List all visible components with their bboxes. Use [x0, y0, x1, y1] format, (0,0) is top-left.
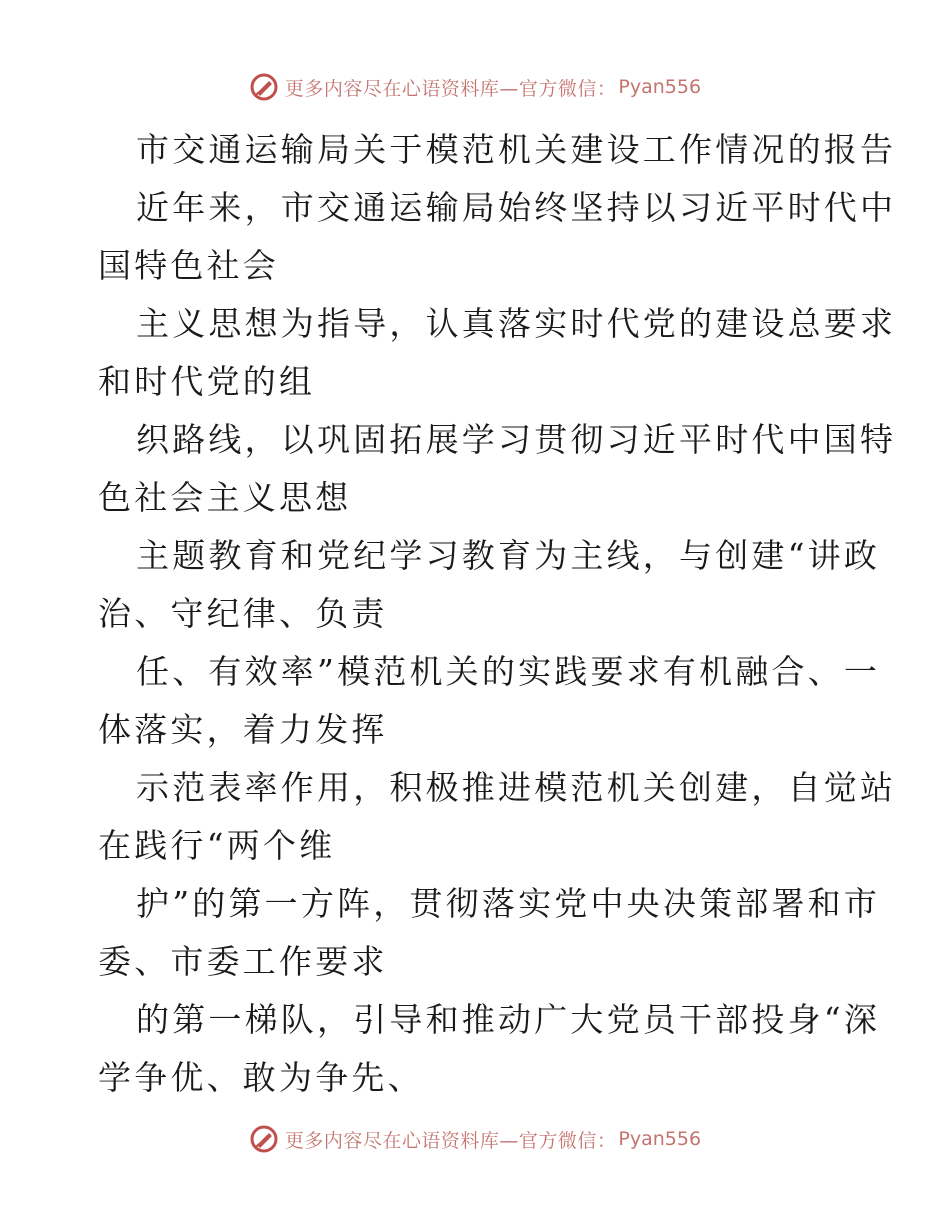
- text-line: 委、市委工作要求: [98, 942, 388, 981]
- pen-circle-logo-icon: [249, 72, 279, 102]
- text-line: 示范表率作用，积极推进模范机关创建，自觉站: [136, 768, 897, 807]
- text-line: 主题教育和党纪学习教育为主线，与创建“讲政: [136, 536, 881, 575]
- text-line: 的第一梯队，引导和推动广大党员干部投身“深: [136, 1000, 881, 1039]
- document-body: [98, 121, 897, 1107]
- footer-watermark: [0, 1124, 950, 1154]
- text-line: 主义思想为指导，认真落实时代党的建设总要求: [136, 304, 897, 343]
- text-line: 任、有效率”模范机关的实践要求有机融合、一: [136, 652, 881, 691]
- pen-circle-logo-icon: [249, 1124, 279, 1154]
- watermark-brand: Pyan556: [618, 1128, 702, 1150]
- text-line: 织路线，以巩固拓展学习贯彻习近平时代中国特: [136, 420, 897, 459]
- text-line: 体落实，着力发挥: [98, 710, 388, 749]
- watermark-brand: Pyan556: [618, 76, 702, 98]
- text-line: 近年来，市交通运输局始终坚持以习近平时代中: [136, 188, 897, 227]
- text-line: 治、守纪律、负责: [98, 594, 388, 633]
- header-watermark: [0, 72, 950, 102]
- text-line: 在践行“两个维: [98, 826, 336, 865]
- watermark-text: 更多内容尽在心语资料库—官方微信：: [284, 77, 617, 100]
- text-line: 国特色社会: [98, 246, 279, 285]
- text-line: 护”的第一方阵，贯彻落实党中央决策部署和市: [136, 884, 881, 923]
- text-line: 学争优、敢为争先、: [98, 1058, 424, 1097]
- document-title: 市交通运输局关于模范机关建设工作情况的报告: [136, 130, 897, 169]
- watermark-text: 更多内容尽在心语资料库—官方微信：: [284, 1129, 617, 1152]
- text-line: 和时代党的组: [98, 362, 316, 401]
- text-line: 色社会主义思想: [98, 478, 352, 517]
